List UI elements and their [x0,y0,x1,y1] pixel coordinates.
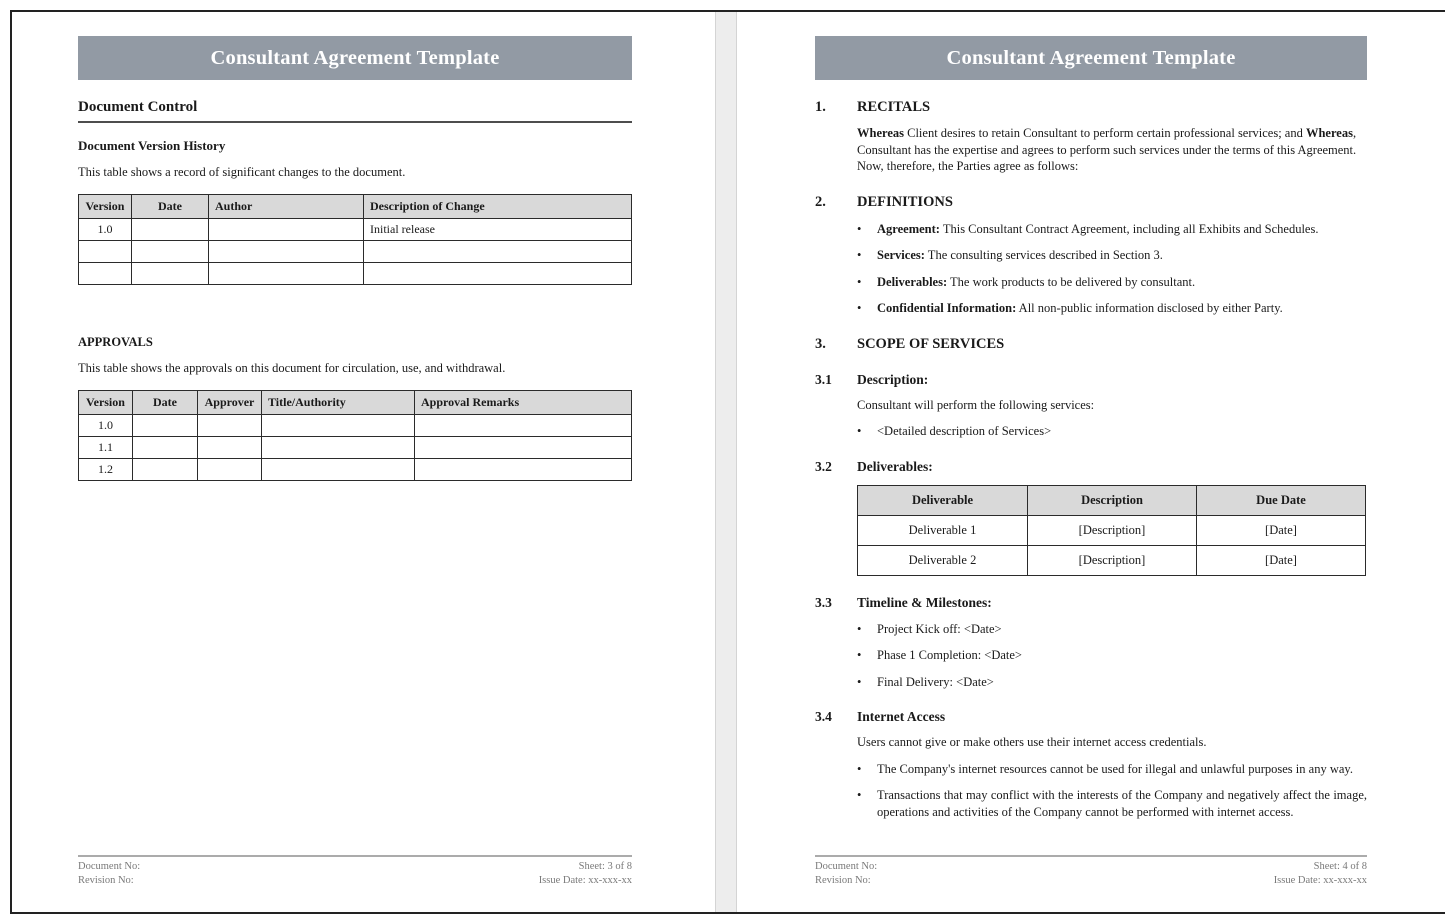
list-item [857,621,1367,638]
table-cell [198,459,262,481]
list-item-text: Project Kick off: <Date> [877,621,1002,636]
table-cell [198,437,262,459]
recitals-text: , Consultant has the expertise and agrees to perform such services under the terms of this Agreement. [857,126,1357,157]
definition-item [857,247,1367,264]
definitions-list [857,221,1367,317]
footer-revision-no: Revision No: [815,874,871,886]
section-title: Description: [857,371,929,387]
section-title: Timeline & Milestones: [857,594,992,610]
list-item-text: Phase 1 Completion: <Date> [877,648,1022,662]
table-cell [262,459,415,481]
definition-term: Deliverables: [877,274,948,289]
definition-text: The work products to be delivered by consultant. [947,274,1196,289]
footer-sheet: Sheet: 4 of 8 [1313,861,1367,872]
bullet-icon [857,423,877,440]
section-title: Internet Access [857,709,946,724]
table-header-row [858,485,1366,515]
column-header: Description of Change [364,195,632,219]
section-number: 1. [815,99,826,115]
page-gap [715,12,737,912]
table-cell [79,241,132,263]
internet-list [857,761,1367,821]
table-cell: 1.2 [79,459,133,481]
section-deliverables [815,459,1367,475]
footer-document-no: Document No: [815,861,878,872]
table-cell [209,241,364,263]
table-cell: [Description] [1028,545,1197,575]
page-footer [78,855,632,887]
table-cell [262,437,415,459]
column-header: Author [209,195,364,219]
section-definitions [815,194,1367,211]
table-cell [132,263,209,285]
section-number: 3.1 [815,371,832,387]
definition-term: Confidential Information: [877,301,1017,315]
table-cell [364,263,632,285]
definition-item [857,300,1367,317]
table-row [79,219,632,241]
bullet-icon [857,787,877,820]
table-row [858,515,1366,545]
section-title: RECITALS [857,99,931,115]
footer-revision-no: Revision No: [78,874,134,886]
description-list [857,423,1367,440]
table-cell: [Date] [1197,515,1366,545]
table-cell [132,219,209,241]
page-left-content [78,36,632,481]
page-title-banner: Consultant Agreement Template [78,36,632,80]
table-cell: 1.0 [79,219,132,241]
table-cell: 1.0 [79,415,133,437]
section-title: SCOPE OF SERVICES [857,335,1005,352]
table-cell [209,263,364,285]
approvals-table [78,390,632,481]
version-history-table [78,194,632,285]
section-number: 3. [815,335,826,352]
table-header-row [79,195,632,219]
table-cell [133,437,198,459]
list-item-text: The Company's internet resources cannot be used for illegal and unlawful purposes in any way. [877,761,1353,776]
definition-text: This Consultant Contract Agreement, including all Exhibits and Schedules. [939,221,1319,236]
footer-sheet: Sheet: 3 of 8 [578,861,632,872]
table-cell [415,437,632,459]
definition-item [857,274,1367,291]
column-header: Date [133,391,198,415]
column-header: Due Date [1197,485,1366,515]
definition-text: The consulting services described in Section 3. [924,248,1163,262]
column-header: Version [79,391,133,415]
section-description [815,372,1367,388]
recitals-paragraph [857,125,1367,175]
list-item [857,787,1367,820]
footer-document-no: Document No: [78,861,141,872]
table-cell [262,415,415,437]
table-cell: [Date] [1197,545,1366,575]
bullet-icon [857,247,877,264]
list-item [857,647,1367,664]
table-row [79,459,632,481]
page-right [737,12,1443,912]
page-footer [815,855,1367,887]
table-cell: Deliverable 2 [858,545,1028,575]
table-cell: [Description] [1028,515,1197,545]
list-item [857,423,1367,440]
column-header: Version [79,195,132,219]
list-item [857,674,1367,691]
section-number: 3.2 [815,458,832,474]
page-right-content [815,36,1367,820]
recitals-closing: Now, therefore, the Parties agree as follows: [857,159,1079,173]
table-header-row [79,391,632,415]
section-internet-access [815,709,1367,725]
table-cell [415,459,632,481]
table-row [79,437,632,459]
timeline-list [857,621,1367,691]
section-timeline [815,595,1367,611]
heading-version-history: Document Version History [78,138,226,153]
definition-term: Services: [877,248,925,262]
whereas-bold: Whereas [857,126,904,140]
bullet-icon [857,647,877,664]
section-number: 2. [815,193,826,210]
bullet-icon [857,761,877,778]
table-cell: Deliverable 1 [858,515,1028,545]
column-header: Approver [198,391,262,415]
column-header: Approval Remarks [415,391,632,415]
bullet-icon [857,621,877,638]
bullet-icon [857,274,877,291]
footer-issue-date: Issue Date: xx-xxx-xx [1273,874,1367,886]
section-number: 3.4 [815,709,832,724]
description-intro: Consultant will perform the following services: [857,397,1095,412]
section-title: Deliverables: [857,458,933,474]
table-cell [133,415,198,437]
heading-approvals: APPROVALS [78,335,153,349]
bullet-icon [857,674,877,691]
definition-term: Agreement: [877,221,940,236]
section-recitals [815,99,1367,116]
table-cell [415,415,632,437]
table-row [79,415,632,437]
column-header: Description [1028,485,1197,515]
page-left [12,12,713,912]
list-item-text: Final Delivery: <Date> [877,674,994,689]
table-row [79,263,632,285]
table-cell [133,459,198,481]
section-number: 3.3 [815,594,832,610]
definition-item [857,221,1367,238]
section-title: DEFINITIONS [857,193,953,210]
list-item-text: <Detailed description of Services> [877,424,1052,438]
column-header: Deliverable [858,485,1028,515]
approvals-intro: This table shows the approvals on this document for circulation, use, and withdrawal. [78,361,506,375]
footer-issue-date: Issue Date: xx-xxx-xx [538,874,632,886]
deliverables-table [857,485,1366,576]
internet-intro: Users cannot give or make others use their internet access credentials. [857,735,1207,749]
table-cell: 1.1 [79,437,133,459]
table-cell [132,241,209,263]
section-scope [815,336,1367,353]
table-row [79,241,632,263]
list-item-text: Transactions that may conflict with the interests of the Company and negatively affect the image, operations and activities of the Company cannot be performed with internet access. [877,788,1367,819]
definition-text: All non-public information disclosed by either Party. [1016,301,1283,315]
version-history-intro: This table shows a record of significant changes to the document. [78,165,406,179]
table-cell [79,263,132,285]
bullet-icon [857,221,877,238]
page-title-banner: Consultant Agreement Template [815,36,1367,80]
table-row [858,545,1366,575]
table-cell [198,415,262,437]
heading-document-control: Document Control [78,99,632,123]
bullet-icon [857,300,877,317]
recitals-text: Client desires to retain Consultant to perform certain professional services; and [904,126,1306,140]
list-item [857,761,1367,778]
whereas-bold: Whereas [1305,126,1353,140]
column-header: Date [132,195,209,219]
table-cell [364,241,632,263]
table-cell: Initial release [364,219,632,241]
table-cell [209,219,364,241]
column-header: Title/Authority [262,391,415,415]
